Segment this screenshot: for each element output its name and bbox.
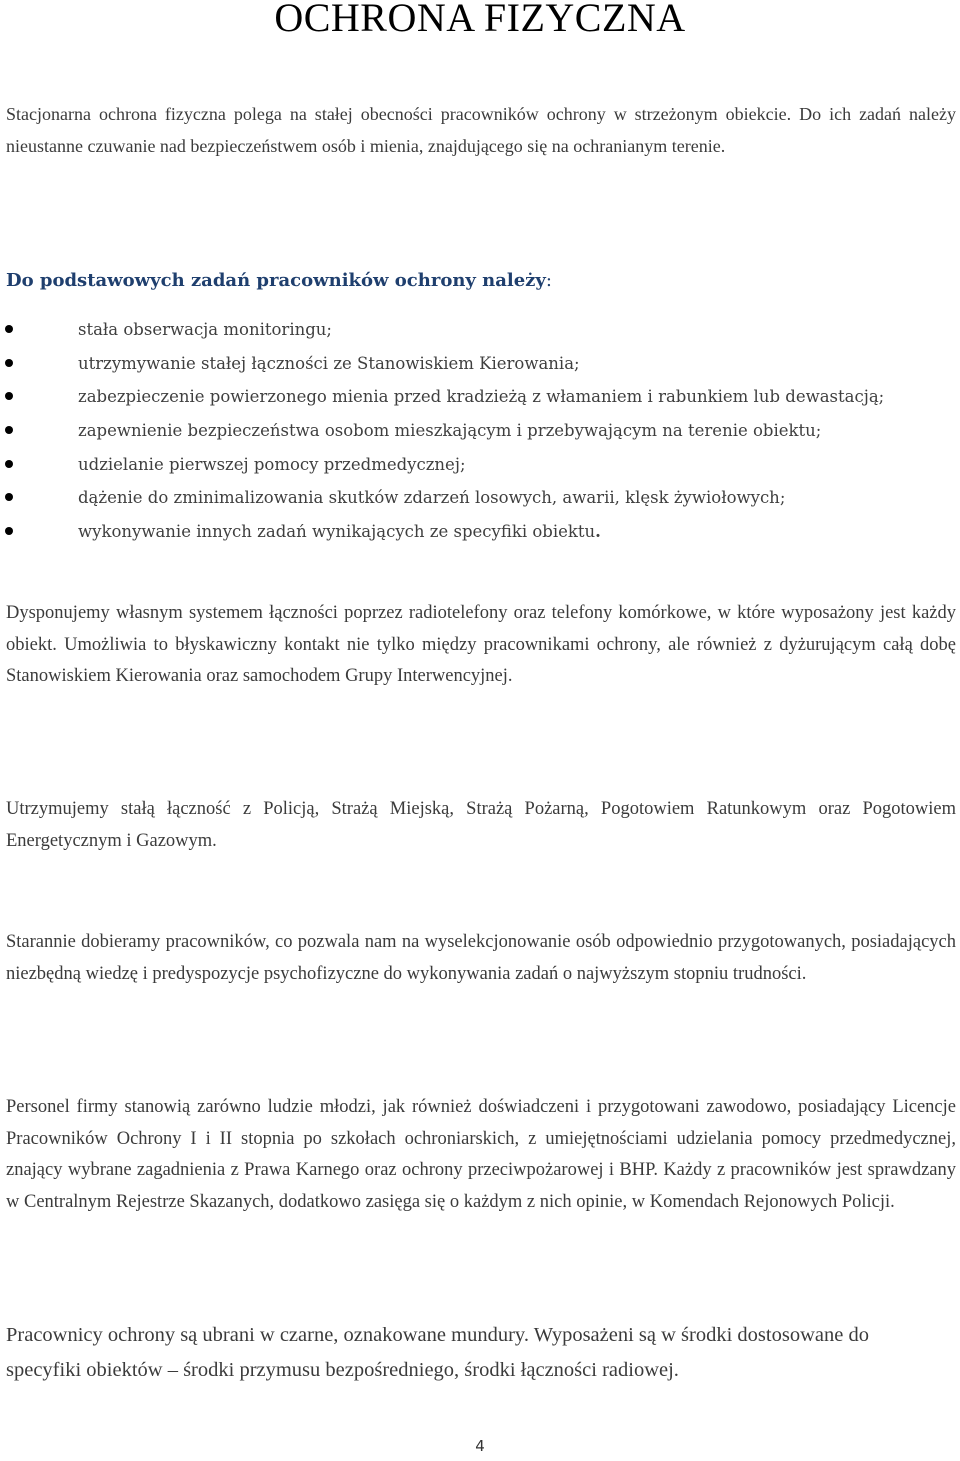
duties-heading-colon: : (545, 270, 552, 291)
list-item-text: udzielanie pierwszej pomocy przedmedycznej; (78, 454, 466, 474)
bullet-icon (5, 460, 13, 468)
bullet-icon (5, 493, 13, 501)
list-item (0, 481, 960, 515)
bullet-icon (5, 392, 13, 400)
list-item-text: wykonywanie innych zadań wynikających ze specyfiki obiektu (78, 522, 596, 542)
list-item-period: . (595, 522, 601, 542)
duties-heading-text: Do podstawowych zadań pracowników ochrony należy (6, 270, 546, 291)
list-item (0, 515, 960, 549)
communication-paragraph: Dysponujemy własnym systemem łączności poprzez radiotelefony oraz telefony komórkowe, w które wyposażony jest każdy obiekt. Umożliwia to błyskawiczny kontakt nie tylko między pracownikami ochrony, ale również z dyżurującym całą dobę Stanowiskiem Kierowania oraz samochodem Grupy Interwencyjnej. (6, 603, 956, 686)
list-item (0, 313, 960, 347)
list-item-text: stała obserwacja monitoringu; (78, 320, 332, 339)
page-number: 4 (475, 1437, 485, 1455)
list-item (0, 414, 960, 448)
list-item (0, 448, 960, 482)
intro-paragraph: Stacjonarna ochrona fizyczna polega na stałej obecności pracowników ochrony w strzeżonym obiekcie. Do ich zadań należy nieustanne czuwanie nad bezpieczeństwem osób i mienia, znajdującego się na ochranianym terenie. (6, 104, 956, 156)
page-title: OCHRONA FIZYCZNA (274, 0, 686, 40)
personnel-paragraph: Personel firmy stanowią zarówno ludzie młodzi, jak również doświadczeni i przygotowani zawodowo, posiadający Licencje Pracowników Ochrony I i II stopnia po szkołach ochroniarskich, z umiejętnościami udzielania pomocy przedmedycznej, znający wybrane zagadnienia z Prawa Karnego oraz ochrony przeciwpożarowej i BHP. Każdy z pracowników jest sprawdzany w Centralnym Rejestrze Skazanych, dodatkowo zasięga się o każdym z nich opinie, w Komendach Rejonowych Policji. (6, 1097, 956, 1212)
list-item-text: utrzymywanie stałej łączności ze Stanowiskiem Kierowania; (78, 353, 580, 373)
bullet-icon (5, 426, 13, 434)
contacts-paragraph: Utrzymujemy stałą łączność z Policją, Strażą Miejską, Strażą Pożarną, Pogotowiem Ratunkowym oraz Pogotowiem Energetycznym i Gazowym. (6, 799, 956, 851)
list-item-text: zapewnienie bezpieczeństwa osobom mieszkającym i przebywającym na terenie obiektu; (78, 421, 822, 441)
selection-paragraph: Starannie dobieramy pracowników, co pozwala nam na wyselekcjonowanie osób odpowiednio przygotowanych, posiadających niezbędną wiedzę i predyspozycje psychofizyczne do wykonywania zadań o najwyższym stopniu trudności. (6, 932, 956, 984)
uniforms-paragraph: Pracownicy ochrony są ubrani w czarne, oznakowane mundury. Wyposażeni są w środki dostosowane do specyfiki obiektów – środki przymusu bezpośredniego, środki łączności radiowej. (6, 1324, 869, 1381)
list-item-text-wrapper (78, 515, 601, 549)
list-item-text: zabezpieczenie powierzonego mienia przed kradzieżą z włamaniem i rabunkiem lub dewastacją; (78, 387, 885, 407)
list-item (0, 347, 960, 381)
list-item (0, 380, 960, 414)
bullet-icon (5, 359, 13, 367)
list-item-text: dążenie do zminimalizowania skutków zdarzeń losowych, awarii, klęsk żywiołowych; (78, 488, 786, 508)
bullet-icon (5, 527, 13, 535)
bullet-icon (5, 325, 13, 333)
duties-list (0, 313, 960, 549)
duties-heading (6, 265, 552, 297)
